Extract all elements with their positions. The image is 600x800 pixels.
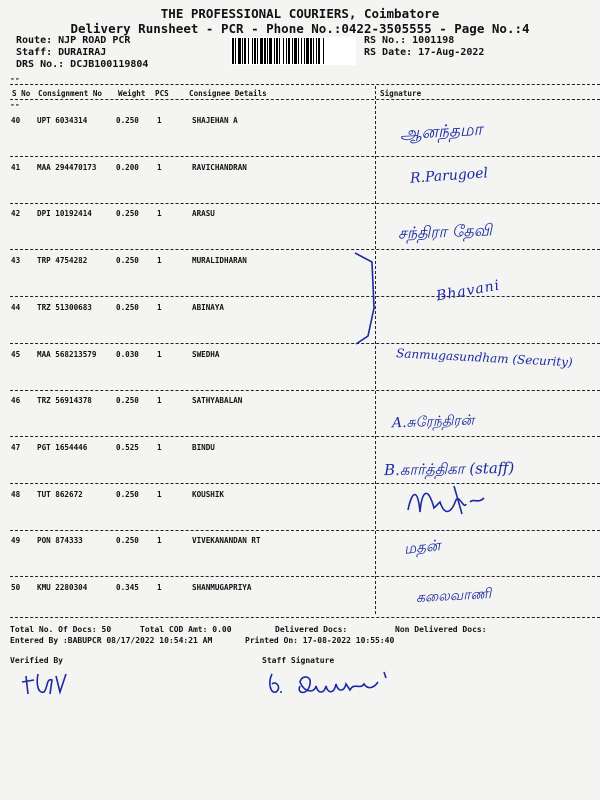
row-pcs: 1 [157, 162, 162, 172]
row-pcs: 1 [157, 489, 162, 499]
row-consignment: MAA 294470173 [37, 162, 97, 172]
row-pcs: 1 [157, 536, 162, 546]
row-divider [10, 576, 600, 577]
row-sno: 41 [11, 162, 21, 172]
rs-date: RS Date: 17-Aug-2022 [364, 47, 485, 58]
row-sno: 44 [11, 302, 21, 312]
row-pcs: 1 [157, 442, 162, 452]
row-weight: 0.250 [116, 256, 139, 266]
signature-45: Sanmugasundham (Security) [395, 346, 574, 370]
signature-column-divider [375, 86, 376, 614]
row-divider [10, 390, 600, 391]
row-pcs: 1 [157, 116, 162, 125]
row-consignee: VIVEKANANDAN RT [192, 536, 261, 546]
row-consignment: UPT 6034314 [37, 116, 88, 125]
signature-49: மதன் [403, 536, 442, 558]
row-weight: 0.525 [116, 442, 139, 452]
column-header-divider [10, 99, 600, 100]
col-weight: Weight [118, 89, 146, 98]
row-sno: 49 [11, 536, 21, 546]
signature-47: B.கார்த்திகா (staff) [383, 458, 515, 480]
row-divider [10, 156, 600, 157]
row-consignee: BINDU [192, 442, 215, 452]
staff-signature-label: Staff Signature [262, 656, 335, 665]
row-consignee: ARASU [192, 209, 215, 219]
row-divider [10, 483, 600, 484]
delivered-docs: Delivered Docs: [275, 625, 348, 634]
row-consignment: TRZ 56914378 [37, 396, 92, 406]
row-weight: 0.345 [116, 583, 139, 592]
printed-on: Printed On: 17-08-2022 10:55:40 [245, 636, 395, 645]
row-pcs: 1 [157, 583, 162, 592]
signature-40: ஆனந்தமா [399, 119, 483, 145]
row-weight: 0.250 [116, 116, 139, 125]
verified-by-label: Verified By [10, 656, 63, 665]
dash-marker: -- [10, 100, 20, 109]
signature-41: R.Parugoel [409, 165, 489, 187]
row-consignee: SWEDHA [192, 349, 220, 359]
staff-signature [266, 668, 416, 702]
runsheet-title: Delivery Runsheet - PCR - Phone No.:0422-3505555 - Page No.:4 [70, 21, 530, 36]
dash-marker: -- [10, 74, 20, 83]
row-divider [10, 249, 600, 250]
row-consignee: RAVICHANDRAN [192, 162, 247, 172]
row-weight: 0.250 [116, 396, 139, 406]
staff-label: Staff: DURAIRAJ [16, 47, 107, 58]
row-sno: 43 [11, 256, 21, 266]
row-pcs: 1 [157, 396, 162, 406]
total-cod: Total COD Amt: 0.00 [140, 625, 232, 634]
row-pcs: 1 [157, 209, 162, 219]
row-consignment: MAA 568213579 [37, 349, 97, 359]
signature-48-scribble [404, 480, 494, 525]
col-signature: Signature [380, 89, 422, 98]
signature-44: Bhavani [435, 277, 502, 305]
row-consignee: MURALIDHARAN [192, 256, 247, 266]
row-consignee: ABINAYA [192, 302, 225, 312]
rs-number: RS No.: 1001198 [364, 35, 455, 46]
company-title: THE PROFESSIONAL COURIERS, Coimbatore [160, 6, 440, 21]
row-consignee: KOUSHIK [192, 489, 225, 499]
col-consignment: Consignment No [38, 89, 103, 98]
col-consignee: Consignee Details [189, 89, 267, 98]
row-divider [10, 203, 600, 204]
row-weight: 0.250 [116, 209, 139, 219]
row-pcs: 1 [157, 256, 162, 266]
row-pcs: 1 [157, 349, 162, 359]
verifier-signature [20, 668, 70, 700]
non-delivered-docs: Non Delivered Docs: [395, 625, 487, 634]
row-consignee: SHAJEHAN A [192, 116, 238, 125]
header-divider [10, 84, 600, 85]
row-consignment: PON 874333 [37, 536, 83, 546]
row-divider [10, 343, 600, 344]
row-sno: 46 [11, 396, 21, 406]
row-sno: 50 [11, 583, 21, 592]
barcode-image [230, 37, 356, 65]
row-divider [10, 296, 600, 297]
row-consignee: SHANMUGAPRIYA [192, 583, 252, 592]
row-consignment: KMU 2280304 [37, 583, 88, 592]
row-sno: 40 [11, 116, 21, 125]
row-weight: 0.030 [116, 349, 139, 359]
col-sno: S No [12, 89, 31, 98]
row-consignment: TRZ 51300683 [37, 302, 92, 312]
row-weight: 0.250 [116, 489, 139, 499]
row-consignment: PGT 1654446 [37, 442, 88, 452]
row-weight: 0.200 [116, 162, 139, 172]
row-consignment: DPI 10192414 [37, 209, 92, 219]
drs-number: DRS No.: DCJB100119804 [16, 59, 149, 70]
bracket-scribble [350, 248, 380, 348]
row-weight: 0.250 [116, 536, 139, 546]
row-sno: 48 [11, 489, 21, 499]
signature-50: கலைவாணி [415, 586, 492, 606]
row-divider [10, 530, 600, 531]
row-sno: 45 [11, 349, 21, 359]
entered-by: Entered By :BABUPCR 08/17/2022 10:54:21 AM [10, 636, 213, 645]
total-docs: Total No. Of Docs: 50 [10, 625, 112, 634]
row-sno: 47 [11, 442, 21, 452]
row-sno: 42 [11, 209, 21, 219]
signature-42: சந்திரா தேவி [397, 220, 493, 243]
row-consignment: TRP 4754282 [37, 256, 88, 266]
footer-divider [10, 617, 600, 618]
row-consignee: SATHYABALAN [192, 396, 243, 406]
row-consignment: TUT 862672 [37, 489, 83, 499]
signature-46: A.சுரேந்திரன் [391, 412, 475, 432]
col-pcs: PCS [155, 89, 169, 98]
row-pcs: 1 [157, 302, 162, 312]
row-weight: 0.250 [116, 302, 139, 312]
route-label: Route: NJP ROAD PCR [16, 35, 131, 46]
row-divider [10, 436, 600, 437]
